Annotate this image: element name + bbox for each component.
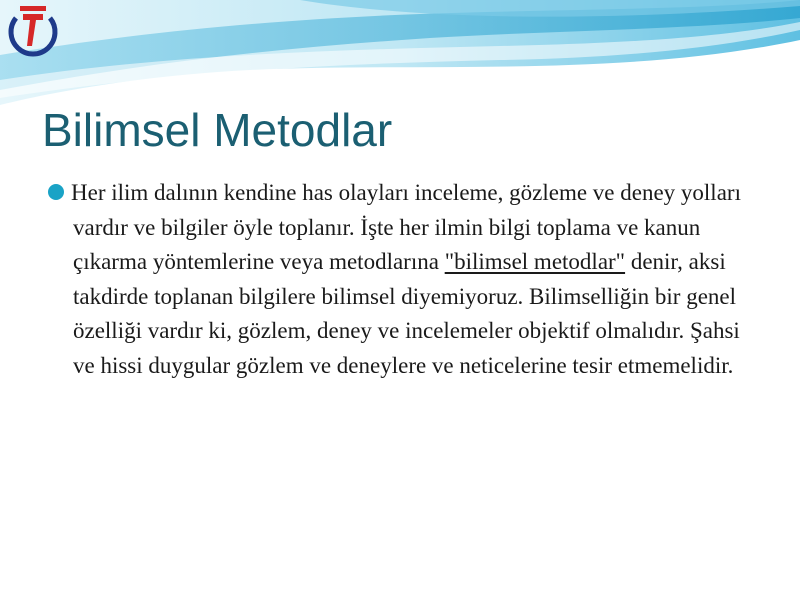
paragraph-text-start: Her ilim dalının kendine has olayları inceleme, gözleme ve deney yolları vardır ve bilgiler öyle toplanır. İşte her ilmin bilgi toplama ve kanun çıkarma yöntemlerine veya metodlarına <box>71 180 741 274</box>
bullet-dot-icon <box>48 184 64 200</box>
body-paragraph <box>48 176 748 383</box>
paragraph-text-end: denir, aksi takdirde toplanan bilgilere bilimsel diyemiyoruz. Bilimselliğin bir genel özelliği vardır ki, gözlem, deney ve incelemeler objektif olmalıdır. Şahsi ve hissi duygular gözlem ve deneylere ve neticelerine tesir etmemelidir. <box>73 249 740 378</box>
bilimsel-metodlar-link[interactable]: "bilimsel metodlar" <box>444 249 626 274</box>
header-wave-decoration <box>0 0 800 110</box>
slide-title: Bilimsel Metodlar <box>42 104 393 156</box>
university-logo-icon <box>6 4 60 64</box>
slide-body <box>48 176 748 383</box>
